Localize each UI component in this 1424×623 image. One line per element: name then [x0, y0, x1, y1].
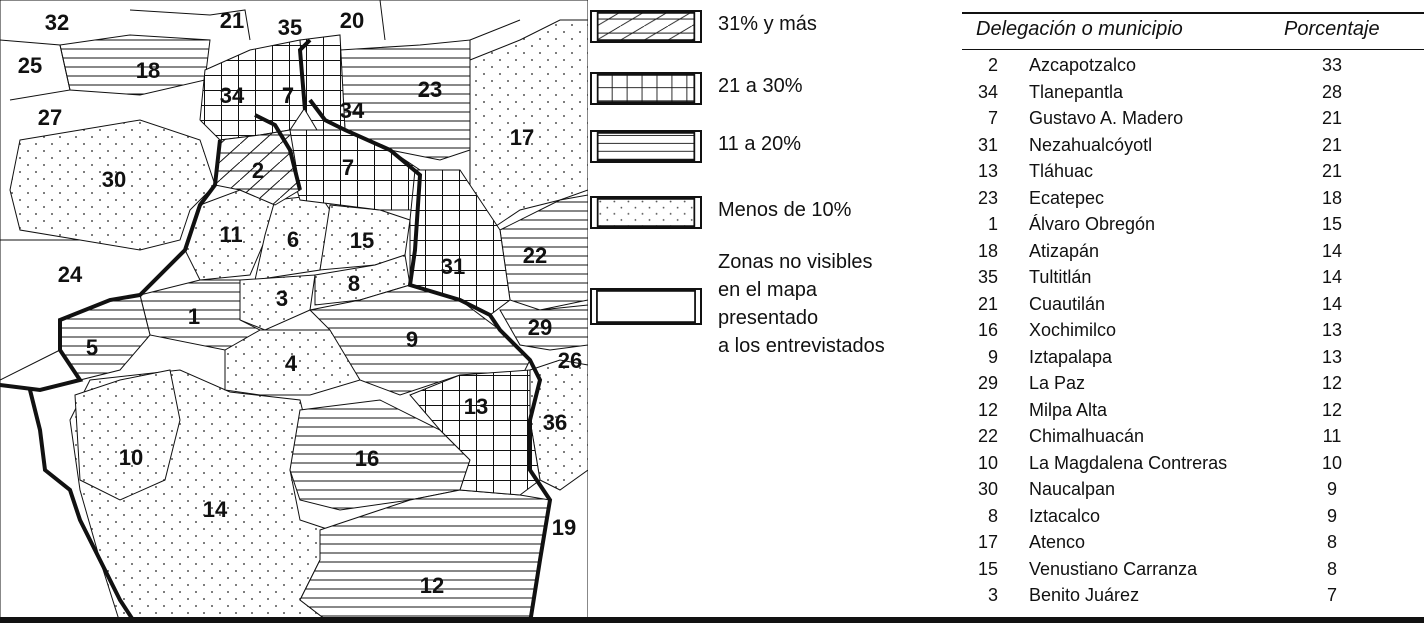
row-municipality: Benito Juárez [1029, 585, 1140, 605]
row-percentage: 18 [1321, 187, 1343, 208]
table-row [962, 238, 1424, 265]
row-id: 34 [977, 81, 998, 102]
region-label: 3 [275, 286, 289, 311]
row-percentage: 8 [1326, 532, 1337, 552]
row-id: 9 [987, 346, 998, 367]
table-row [962, 158, 1424, 185]
row-municipality: Álvaro Obregón [1029, 214, 1156, 234]
table-row [962, 397, 1424, 424]
region-label: 19 [551, 515, 577, 540]
region-label: 24 [57, 262, 83, 287]
row-id: 15 [977, 558, 998, 579]
row-municipality: Atenco [1029, 532, 1086, 552]
row-municipality: Tláhuac [1029, 161, 1094, 181]
row-id: 2 [987, 55, 998, 75]
municipality-map [0, 0, 588, 623]
legend-item-21-30 [590, 72, 803, 105]
region-label: 8 [347, 271, 361, 296]
row-municipality: Cuautilán [1029, 293, 1106, 314]
percentage-table [962, 0, 1424, 623]
row-municipality: Venustiano Carranza [1029, 558, 1198, 579]
row-percentage: 14 [1321, 267, 1343, 287]
region-label: 4 [284, 351, 298, 376]
row-municipality: Milpa Alta [1029, 399, 1108, 420]
region-label: 9 [405, 327, 419, 352]
row-id: 22 [977, 426, 998, 446]
region-label: 34 [339, 98, 365, 123]
region-label: 10 [118, 445, 144, 470]
table-row [962, 79, 1424, 106]
legend-item-11-20 [590, 130, 801, 163]
row-id: 3 [987, 585, 998, 605]
table-row [962, 105, 1424, 132]
region-label: 22 [522, 243, 548, 268]
region-label: 7 [341, 155, 355, 180]
region-label: 13 [463, 394, 489, 419]
row-id: 31 [977, 134, 998, 155]
row-municipality: Naucalpan [1029, 479, 1116, 499]
region-label: 35 [277, 15, 303, 40]
row-percentage: 21 [1321, 161, 1343, 181]
row-id: 21 [977, 293, 998, 314]
table-row [962, 476, 1424, 503]
row-municipality: Azcapotzalco [1029, 55, 1137, 75]
row-id: 1 [987, 214, 998, 234]
row-percentage: 28 [1321, 81, 1343, 102]
row-id: 30 [977, 479, 998, 499]
table-row [962, 423, 1424, 450]
region-label: 7 [281, 83, 295, 108]
region-label: 21 [219, 8, 245, 33]
row-municipality: Iztapalapa [1029, 346, 1113, 367]
legend-label: 31% y más [718, 13, 817, 35]
row-id: 29 [977, 373, 998, 393]
row-id: 18 [977, 240, 998, 261]
legend-item-31-plus [590, 10, 817, 43]
dots-swatch [590, 196, 702, 229]
region-label: 31 [440, 254, 466, 279]
table-row [962, 291, 1424, 318]
row-municipality: Ecatepec [1029, 187, 1105, 208]
legend-label: 21 a 30% [718, 75, 803, 97]
row-id: 7 [987, 108, 998, 128]
region-label: 26 [557, 348, 583, 373]
row-percentage: 12 [1321, 373, 1343, 393]
row-id: 10 [977, 452, 998, 473]
region-label: 17 [509, 125, 535, 150]
row-id: 13 [977, 161, 998, 181]
row-percentage: 33 [1321, 55, 1343, 75]
grid-swatch [590, 72, 702, 105]
row-municipality: Xochimilco [1029, 320, 1117, 340]
row-percentage: 15 [1321, 214, 1343, 234]
row-percentage: 12 [1321, 399, 1343, 420]
table-row [962, 529, 1424, 556]
legend-label: Zonas no visibles en el mapa presentado a los entrevistados [718, 251, 885, 357]
region-label: 16 [354, 446, 380, 471]
table-row [962, 52, 1424, 79]
region-label: 15 [349, 228, 375, 253]
row-percentage: 8 [1326, 558, 1337, 579]
region-label: 2 [251, 158, 265, 183]
row-id: 35 [977, 267, 998, 287]
region-label: 6 [286, 227, 300, 252]
row-percentage: 7 [1326, 585, 1337, 605]
table-row [962, 317, 1424, 344]
bottom-rule [0, 617, 1424, 623]
row-percentage: 21 [1321, 108, 1343, 128]
row-percentage: 11 [1322, 426, 1342, 446]
row-municipality: La Paz [1029, 373, 1086, 393]
region-label: 18 [135, 58, 161, 83]
region-label: 14 [202, 497, 228, 522]
row-percentage: 21 [1321, 134, 1343, 155]
diagonal-hatch-swatch [590, 10, 702, 43]
table-row [962, 370, 1424, 397]
table-row [962, 503, 1424, 530]
blank-swatch [590, 288, 702, 325]
region-label: 27 [37, 105, 63, 130]
table-row [962, 264, 1424, 291]
horizontal-lines-swatch [590, 130, 702, 163]
row-id: 8 [987, 505, 998, 526]
table-row [962, 344, 1424, 371]
region-label: 25 [17, 53, 43, 78]
row-municipality: Atizapán [1029, 240, 1100, 261]
region-10 [75, 370, 180, 500]
legend-label: 11 a 20% [718, 133, 802, 155]
row-municipality: La Magdalena Contreras [1029, 452, 1228, 473]
row-municipality: Gustavo A. Madero [1029, 108, 1184, 128]
region-label: 11 [219, 222, 243, 247]
region-label: 1 [187, 304, 201, 329]
table-row [962, 582, 1424, 609]
region-label: 36 [542, 410, 568, 435]
region-label: 32 [44, 10, 70, 35]
row-percentage: 9 [1326, 505, 1337, 526]
row-id: 23 [977, 187, 998, 208]
row-municipality: Tultitlán [1029, 267, 1092, 287]
region-label: 30 [101, 167, 127, 192]
row-percentage: 13 [1321, 320, 1343, 340]
table-row [962, 185, 1424, 212]
region-label: 20 [339, 8, 365, 33]
table-row [962, 450, 1424, 477]
row-municipality: Chimalhuacán [1029, 426, 1145, 446]
region-label: 5 [85, 335, 99, 360]
region-label: 12 [419, 573, 445, 598]
table-header-rule [962, 49, 1424, 50]
row-percentage: 10 [1321, 452, 1343, 473]
header-municipality: Delegación o municipio [976, 18, 1183, 40]
row-municipality: Iztacalco [1029, 505, 1101, 526]
header-percentage: Porcentaje [1284, 18, 1380, 40]
row-municipality: Tlanepantla [1029, 81, 1124, 102]
row-id: 16 [977, 320, 998, 340]
row-percentage: 14 [1321, 293, 1343, 314]
row-percentage: 14 [1321, 240, 1343, 261]
table-top-rule [962, 12, 1424, 14]
row-percentage: 9 [1326, 479, 1337, 499]
table-row [962, 211, 1424, 238]
row-id: 12 [977, 399, 998, 420]
legend-item-not-visible [590, 248, 885, 360]
table-row [962, 132, 1424, 159]
row-municipality: Nezahualcóyotl [1029, 134, 1153, 155]
map-legend [590, 0, 950, 623]
row-percentage: 13 [1321, 346, 1343, 367]
row-id: 17 [977, 532, 998, 552]
region-label: 23 [417, 77, 443, 102]
region-label: 34 [219, 83, 245, 108]
region-label: 29 [527, 315, 553, 340]
table-row [962, 556, 1424, 583]
legend-item-under-10 [590, 196, 851, 229]
legend-label: Menos de 10% [718, 199, 852, 221]
